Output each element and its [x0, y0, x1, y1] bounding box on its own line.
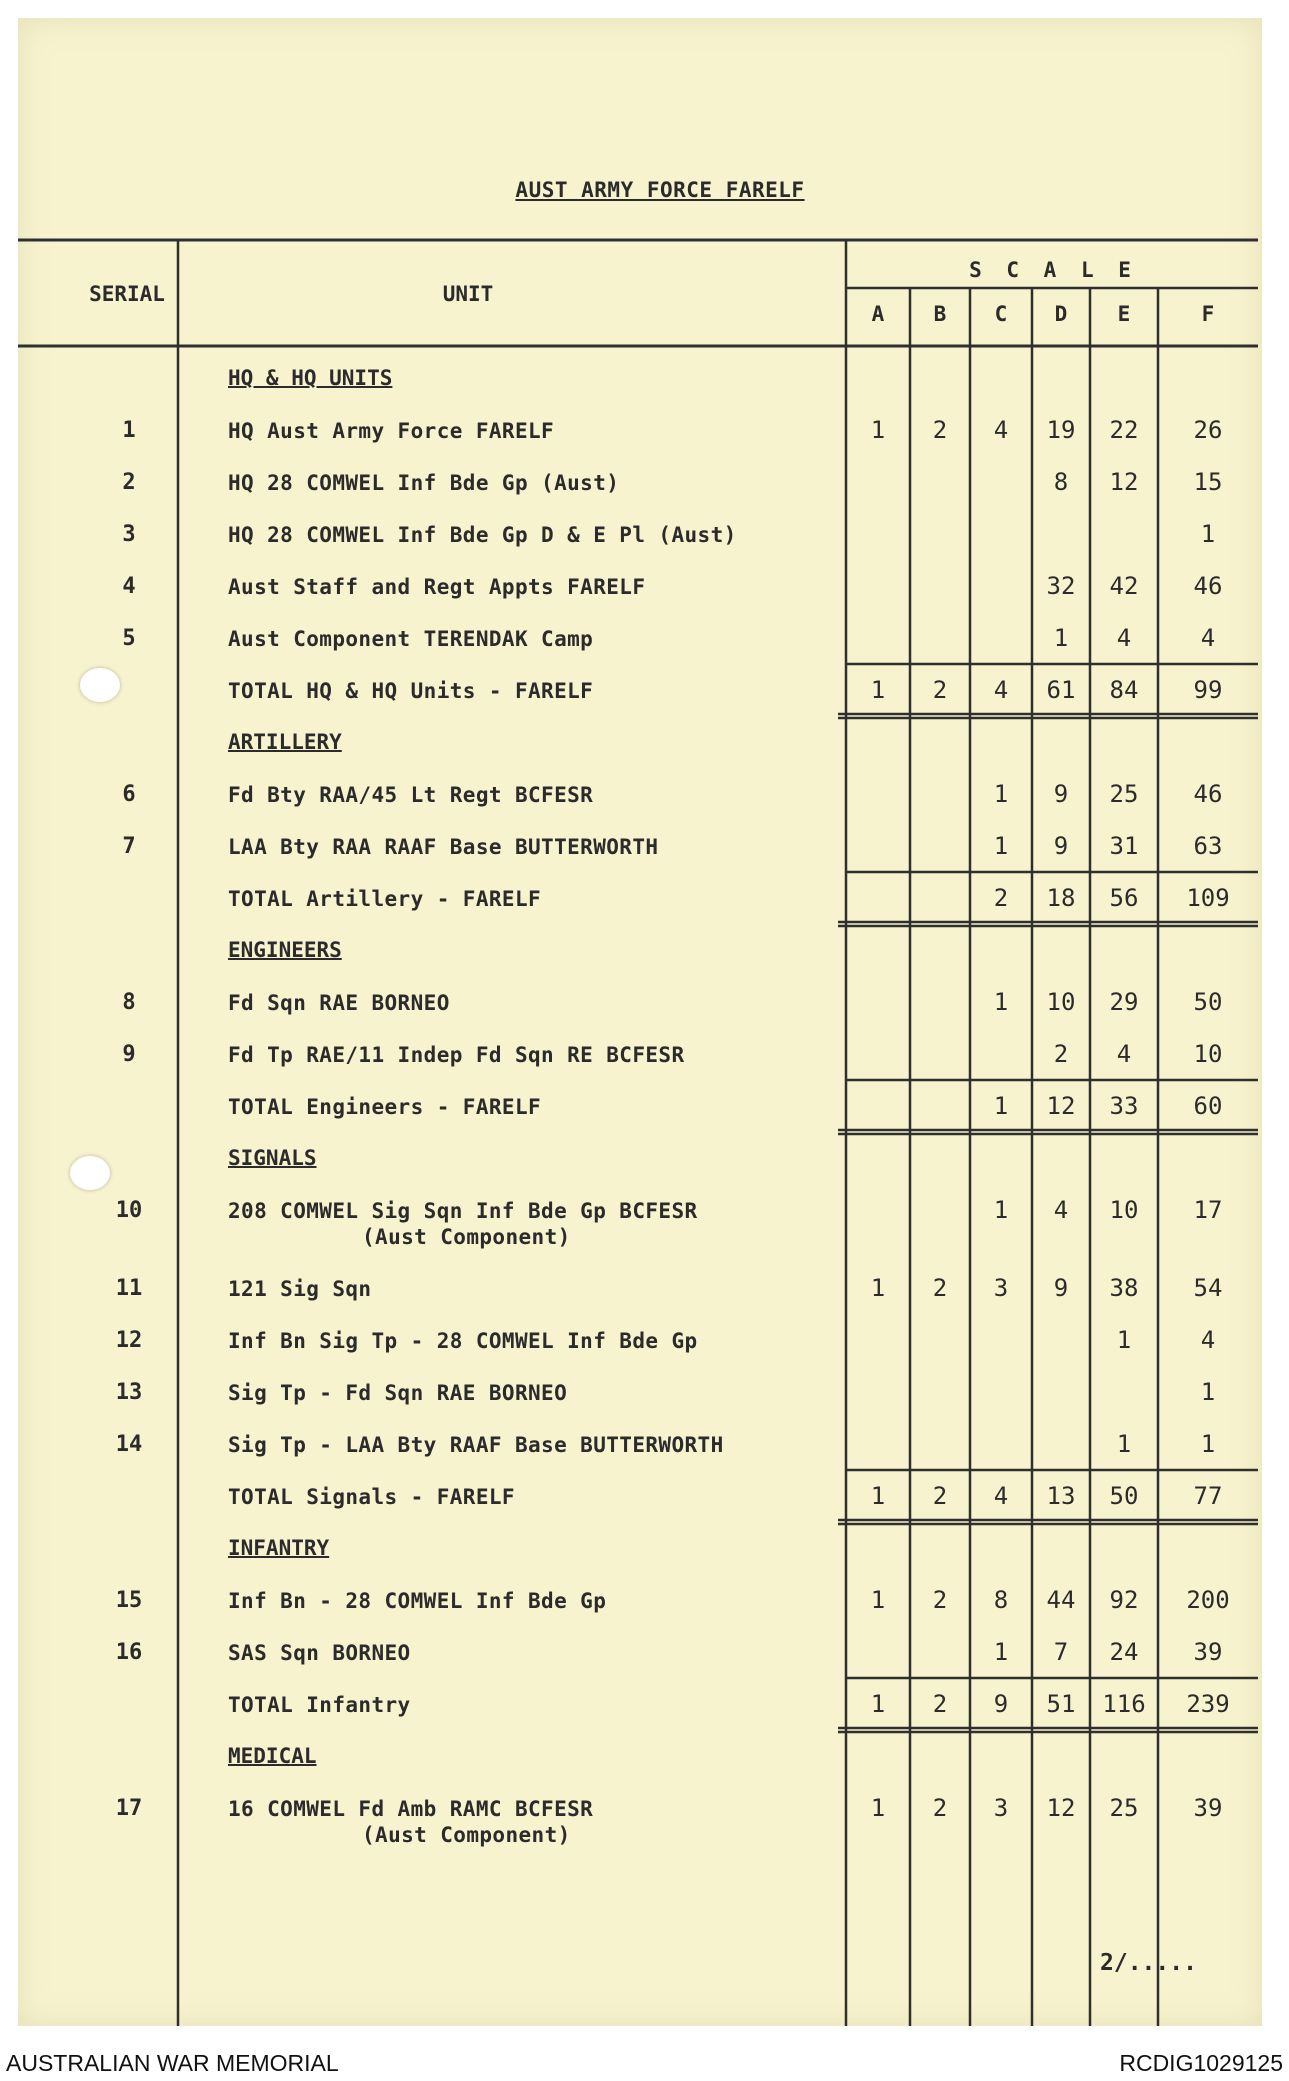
scale-value-f: 17 — [1193, 1196, 1223, 1224]
scale-value-f: 77 — [1193, 1482, 1223, 1510]
unit-header: UNIT — [442, 282, 494, 306]
serial-number: 11 — [115, 1276, 143, 1301]
scale-value-a: 1 — [870, 1794, 886, 1822]
unit-name: HQ Aust Army Force FARELF — [228, 419, 555, 443]
scale-value-d: 12 — [1046, 1092, 1076, 1120]
scale-value-f: 4 — [1200, 624, 1216, 652]
unit-name: Sig Tp - Fd Sqn RAE BORNEO — [228, 1381, 568, 1405]
punch-hole — [80, 668, 120, 702]
continuation-mark: 2/..... — [1100, 1950, 1197, 1976]
scale-value-e: 25 — [1109, 1794, 1139, 1822]
unit-name: HQ 28 COMWEL Inf Bde Gp (Aust) — [228, 471, 620, 495]
scale-value-b: 2 — [932, 1586, 948, 1614]
serial-number: 14 — [115, 1432, 143, 1457]
scale-value-d: 1 — [1053, 624, 1069, 652]
scale-value-d: 9 — [1053, 1274, 1069, 1302]
scale-value-c: 1 — [993, 780, 1009, 808]
serial-number: 9 — [122, 1042, 136, 1067]
scale-value-c: 1 — [993, 1196, 1009, 1224]
scale-value-f: 39 — [1193, 1794, 1223, 1822]
unit-name: SAS Sqn BORNEO — [228, 1641, 411, 1665]
scale-value-e: 42 — [1109, 572, 1139, 600]
unit-name: Aust Component TERENDAK Camp — [228, 627, 594, 651]
scale-value-e: 38 — [1109, 1274, 1139, 1302]
scale-value-d: 12 — [1046, 1794, 1076, 1822]
scale-value-a: 1 — [870, 1690, 886, 1718]
unit-name: Fd Sqn RAE BORNEO — [228, 991, 450, 1015]
unit-name: Inf Bn Sig Tp - 28 COMWEL Inf Bde Gp — [228, 1329, 698, 1353]
footer-right: RCDIG1029125 — [1119, 2050, 1283, 2076]
serial-header: SERIAL — [89, 282, 165, 306]
scale-value-f: 15 — [1193, 468, 1223, 496]
scale-value-e: 1 — [1116, 1430, 1132, 1458]
scale-value-e: 31 — [1109, 832, 1139, 860]
scale-value-c: 3 — [993, 1794, 1009, 1822]
serial-number: 12 — [115, 1328, 143, 1353]
scale-value-e: 50 — [1109, 1482, 1139, 1510]
section-heading: INFANTRY — [228, 1536, 330, 1560]
scale-value-b: 2 — [932, 676, 948, 704]
serial-number: 7 — [122, 834, 136, 859]
scale-value-a: 1 — [870, 676, 886, 704]
unit-name-continuation: (Aust Component) — [362, 1225, 571, 1249]
scale-value-b: 2 — [932, 1794, 948, 1822]
scale-header: S C A L E — [969, 258, 1137, 282]
unit-name: LAA Bty RAA RAAF Base BUTTERWORTH — [228, 835, 659, 859]
scale-col-f: F — [1201, 302, 1215, 326]
scale-value-f: 26 — [1193, 416, 1223, 444]
total-label: TOTAL HQ & HQ Units - FARELF — [228, 679, 594, 703]
scale-value-c: 4 — [993, 416, 1009, 444]
unit-name: HQ 28 COMWEL Inf Bde Gp D & E Pl (Aust) — [228, 523, 737, 547]
unit-name: Sig Tp - LAA Bty RAAF Base BUTTERWORTH — [228, 1433, 724, 1457]
scale-value-c: 4 — [993, 1482, 1009, 1510]
total-label: TOTAL Infantry — [228, 1693, 411, 1717]
scale-value-e: 4 — [1116, 624, 1132, 652]
scale-value-f: 4 — [1200, 1326, 1216, 1354]
scale-value-f: 200 — [1186, 1586, 1230, 1614]
scale-value-f: 39 — [1193, 1638, 1223, 1666]
scale-value-e: 4 — [1116, 1040, 1132, 1068]
scale-value-f: 99 — [1193, 676, 1223, 704]
scale-value-e: 25 — [1109, 780, 1139, 808]
scale-value-c: 4 — [993, 676, 1009, 704]
scale-value-f: 1 — [1200, 1430, 1216, 1458]
scale-value-d: 51 — [1046, 1690, 1076, 1718]
scale-value-b: 2 — [932, 416, 948, 444]
serial-number: 3 — [122, 522, 136, 547]
scale-value-e: 1 — [1116, 1326, 1132, 1354]
section-heading: ARTILLERY — [228, 730, 342, 754]
scale-value-f: 10 — [1193, 1040, 1223, 1068]
unit-name: Fd Tp RAE/11 Indep Fd Sqn RE BCFESR — [228, 1043, 685, 1067]
scale-value-c: 1 — [993, 832, 1009, 860]
serial-number: 5 — [122, 626, 136, 651]
unit-name: 208 COMWEL Sig Sqn Inf Bde Gp BCFESR (Aust Component) — [228, 1198, 868, 1250]
scale-value-d: 8 — [1053, 468, 1069, 496]
scale-value-b: 2 — [932, 1690, 948, 1718]
serial-number: 8 — [122, 990, 136, 1015]
serial-number: 6 — [122, 782, 136, 807]
scale-value-d: 10 — [1046, 988, 1076, 1016]
scale-value-d: 4 — [1053, 1196, 1069, 1224]
scale-value-e: 33 — [1109, 1092, 1139, 1120]
scale-value-d: 18 — [1046, 884, 1076, 912]
total-label: TOTAL Engineers - FARELF — [228, 1095, 542, 1119]
scale-value-f: 239 — [1186, 1690, 1230, 1718]
scale-value-e: 29 — [1109, 988, 1139, 1016]
scale-value-f: 109 — [1186, 884, 1230, 912]
scale-value-c: 1 — [993, 988, 1009, 1016]
scale-value-f: 46 — [1193, 572, 1223, 600]
total-label: TOTAL Artillery - FARELF — [228, 887, 542, 911]
scale-value-a: 1 — [870, 416, 886, 444]
serial-number: 4 — [122, 574, 136, 599]
scale-value-c: 3 — [993, 1274, 1009, 1302]
scale-value-e: 116 — [1102, 1690, 1146, 1718]
serial-number: 15 — [115, 1588, 143, 1613]
section-heading: SIGNALS — [228, 1146, 317, 1170]
serial-number: 16 — [115, 1640, 143, 1665]
scale-value-d: 19 — [1046, 416, 1076, 444]
serial-number: 2 — [122, 470, 136, 495]
scale-value-f: 1 — [1200, 520, 1216, 548]
scale-value-f: 60 — [1193, 1092, 1223, 1120]
unit-name: 121 Sig Sqn — [228, 1277, 372, 1301]
scale-value-f: 63 — [1193, 832, 1223, 860]
scale-value-c: 8 — [993, 1586, 1009, 1614]
unit-name-continuation: (Aust Component) — [362, 1823, 571, 1847]
unit-name: Inf Bn - 28 COMWEL Inf Bde Gp — [228, 1589, 607, 1613]
total-label: TOTAL Signals - FARELF — [228, 1485, 515, 1509]
scale-value-f: 1 — [1200, 1378, 1216, 1406]
scale-value-d: 13 — [1046, 1482, 1076, 1510]
scale-col-e: E — [1117, 302, 1131, 326]
unit-name: Fd Bty RAA/45 Lt Regt BCFESR — [228, 783, 594, 807]
section-heading: ENGINEERS — [228, 938, 342, 962]
scale-value-a: 1 — [870, 1274, 886, 1302]
scale-value-e: 84 — [1109, 676, 1139, 704]
scale-value-e: 56 — [1109, 884, 1139, 912]
scale-value-d: 61 — [1046, 676, 1076, 704]
scale-value-d: 9 — [1053, 832, 1069, 860]
serial-number: 1 — [122, 418, 136, 443]
scale-value-e: 24 — [1109, 1638, 1139, 1666]
scale-value-c: 2 — [993, 884, 1009, 912]
scale-value-a: 1 — [870, 1482, 886, 1510]
document-page — [18, 18, 1262, 2026]
scale-value-d: 9 — [1053, 780, 1069, 808]
scale-value-c: 1 — [993, 1092, 1009, 1120]
scale-value-c: 1 — [993, 1638, 1009, 1666]
scale-value-f: 46 — [1193, 780, 1223, 808]
unit-name: 16 COMWEL Fd Amb RAMC BCFESR (Aust Component) — [228, 1796, 868, 1848]
scale-col-d: D — [1054, 302, 1068, 326]
scale-value-b: 2 — [932, 1482, 948, 1510]
serial-number: 10 — [115, 1198, 143, 1223]
scale-value-d: 2 — [1053, 1040, 1069, 1068]
document-title: AUST ARMY FORCE FARELF — [515, 178, 805, 202]
scale-value-e: 10 — [1109, 1196, 1139, 1224]
scale-value-e: 12 — [1109, 468, 1139, 496]
scale-col-b: B — [933, 302, 947, 326]
scale-value-d: 32 — [1046, 572, 1076, 600]
unit-name: Aust Staff and Regt Appts FARELF — [228, 575, 646, 599]
serial-number: 13 — [115, 1380, 143, 1405]
scale-value-f: 50 — [1193, 988, 1223, 1016]
scale-value-d: 44 — [1046, 1586, 1076, 1614]
serial-number: 17 — [115, 1796, 143, 1821]
footer-left: AUSTRALIAN WAR MEMORIAL — [6, 2050, 339, 2076]
section-heading: MEDICAL — [228, 1744, 317, 1768]
scale-col-a: A — [871, 302, 885, 326]
scale-value-f: 54 — [1193, 1274, 1223, 1302]
section-heading: HQ & HQ UNITS — [228, 366, 393, 390]
scale-value-d: 7 — [1053, 1638, 1069, 1666]
scale-value-a: 1 — [870, 1586, 886, 1614]
scale-value-c: 9 — [993, 1690, 1009, 1718]
scale-value-e: 22 — [1109, 416, 1139, 444]
scale-value-b: 2 — [932, 1274, 948, 1302]
punch-hole — [70, 1156, 110, 1190]
scale-value-e: 92 — [1109, 1586, 1139, 1614]
scale-col-c: C — [994, 302, 1008, 326]
